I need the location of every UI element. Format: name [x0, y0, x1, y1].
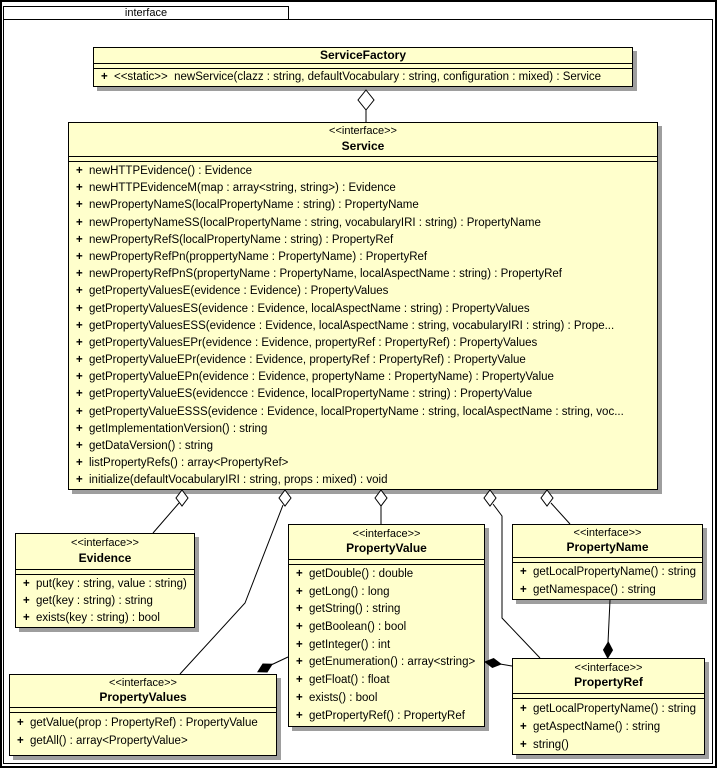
method-row [69, 266, 657, 283]
visibility-symbol: + [76, 371, 83, 384]
method-signature: getNamespace() : string [533, 583, 656, 596]
method-signature: newHTTPEvidence() : Evidence [89, 165, 252, 177]
method-row [16, 610, 194, 627]
method-row [69, 369, 657, 386]
method-signature: getPropertyValueES(evidencce : Evidence, localPropertyName : string) : PropertyValue [89, 388, 533, 401]
method-signature: listPropertyRefs() : array<PropertyRef> [89, 457, 289, 470]
frame-tab [3, 6, 289, 20]
method-row [69, 180, 657, 197]
methods-compartment [94, 69, 632, 85]
class-title [94, 48, 632, 64]
method-row [289, 584, 484, 602]
method-signature: getPropertyValueEPr(evidence : Evidence, propertyRef : PropertyRef) : PropertyValue [89, 354, 526, 367]
method-row [289, 637, 484, 655]
visibility-symbol: + [76, 354, 83, 367]
methods-compartment [513, 699, 704, 754]
visibility-symbol: + [296, 621, 303, 634]
method-row [289, 566, 484, 584]
method-signature: newPropertyRefPnS(propertyName : PropertyName, localAspectName : string) : PropertyRef [89, 268, 562, 281]
method-row [69, 352, 657, 369]
method-row [289, 619, 484, 637]
method-row [513, 564, 702, 582]
method-signature: getBoolean() : bool [309, 621, 407, 634]
visibility-symbol: + [76, 440, 83, 452]
class-box-propertyname[interactable] [512, 524, 703, 600]
visibility-symbol: + [296, 603, 303, 616]
visibility-symbol: + [76, 285, 83, 298]
method-row [10, 714, 276, 732]
method-row [69, 232, 657, 249]
visibility-symbol: + [76, 268, 83, 281]
method-signature: getAll() : array<PropertyValue> [30, 735, 188, 747]
method-signature: getString() : string [309, 603, 401, 616]
class-name: PropertyName [566, 540, 649, 555]
class-stereotype: <<interface>> [109, 676, 177, 689]
method-row [513, 718, 704, 736]
method-row [16, 576, 194, 593]
visibility-symbol: + [520, 721, 527, 733]
class-title [16, 534, 194, 570]
visibility-symbol: + [76, 165, 83, 177]
method-row [69, 301, 657, 318]
method-row [69, 421, 657, 438]
visibility-symbol: + [76, 250, 83, 263]
method-signature: getLocalPropertyName() : string [533, 566, 696, 578]
method-signature: exists(key : string) : bool [36, 612, 160, 624]
visibility-symbol: + [296, 709, 303, 722]
method-row [10, 732, 276, 750]
visibility-symbol: + [23, 578, 30, 590]
method-signature: <<static>> newService(clazz : string, defaultVocabulary : string, configuration : mixed) : Service [114, 71, 602, 83]
method-row [289, 672, 484, 690]
class-name: Evidence [78, 550, 132, 565]
method-row [16, 593, 194, 610]
visibility-symbol: + [76, 199, 83, 212]
visibility-symbol: + [296, 568, 303, 580]
methods-compartment [513, 563, 702, 599]
visibility-symbol: + [23, 612, 30, 624]
method-signature: getPropertyValuesE(evidence : Evidence) : PropertyValues [89, 285, 389, 298]
frame-label: interface [124, 7, 168, 19]
class-stereotype: <<interface>> [573, 526, 642, 539]
class-name: PropertyValues [99, 690, 187, 705]
method-signature: getLocalPropertyName() : string [533, 703, 696, 715]
method-row [69, 404, 657, 421]
method-row [69, 438, 657, 455]
method-signature: string() [533, 739, 569, 751]
class-box-propertyvalues[interactable] [9, 674, 277, 756]
visibility-symbol: + [76, 182, 83, 195]
method-signature: getPropertyValuesESS(evidence : Evidence, localAspectName : string, vocabularyIRI : string) : Prope... [89, 319, 615, 332]
method-row [69, 318, 657, 335]
class-title [69, 123, 657, 157]
class-title [513, 525, 702, 558]
class-box-servicefactory[interactable] [93, 47, 633, 87]
class-title [289, 525, 484, 560]
class-name: PropertyRef [574, 675, 643, 690]
visibility-symbol: + [296, 691, 303, 704]
method-row [513, 736, 704, 754]
method-signature: newPropertyRefPn(proppertyName : PropertyName) : PropertyRef [89, 250, 428, 263]
method-signature: getPropertyValueEPn(evidence : Evidence, propertyName : PropertyName) : PropertyValue [89, 371, 554, 384]
visibility-symbol: + [296, 656, 303, 669]
method-row [513, 582, 702, 600]
class-title [10, 675, 276, 708]
visibility-symbol: + [520, 703, 527, 715]
visibility-symbol: + [296, 585, 303, 598]
method-row [69, 283, 657, 300]
method-signature: getDataVersion() : string [89, 440, 214, 452]
visibility-symbol: + [76, 302, 83, 315]
visibility-symbol: + [76, 388, 83, 401]
method-signature: newHTTPEvidenceM(map : array<string, string>) : Evidence [89, 182, 396, 195]
method-row [69, 215, 657, 232]
visibility-symbol: + [17, 735, 24, 747]
visibility-symbol: + [520, 739, 527, 751]
method-row [289, 690, 484, 708]
class-box-propertyvalue[interactable] [288, 524, 485, 727]
method-row [69, 335, 657, 352]
method-signature: newPropertyNameS(localPropertyName : string) : PropertyName [89, 199, 419, 212]
method-row [69, 163, 657, 180]
method-row [289, 708, 484, 726]
visibility-symbol: + [101, 71, 108, 83]
method-signature: getPropertyValueESSS(evidence : Evidence, localPropertyName : string, localAspectName : string, voc... [89, 405, 624, 418]
visibility-symbol: + [76, 216, 83, 229]
method-signature: getPropertyValuesEPr(evidence : Evidence, propertyRef : PropertyRef) : PropertyValues [89, 336, 538, 349]
method-row [69, 386, 657, 403]
visibility-symbol: + [23, 595, 30, 607]
class-name: Service [341, 138, 385, 153]
method-signature: get(key : string) : string [36, 595, 153, 607]
visibility-symbol: + [76, 336, 83, 349]
visibility-symbol: + [76, 422, 83, 435]
method-row [289, 601, 484, 619]
class-title [513, 659, 704, 694]
visibility-symbol: + [17, 717, 24, 729]
visibility-symbol: + [520, 566, 527, 578]
method-signature: getDouble() : double [309, 568, 414, 580]
class-box-service[interactable] [68, 122, 658, 490]
method-signature: getInteger() : int [309, 638, 391, 651]
methods-compartment [10, 713, 276, 750]
method-row [94, 69, 632, 85]
method-row [289, 654, 484, 672]
methods-compartment [69, 162, 657, 490]
method-signature: newPropertyNameSS(localPropertyName : string, vocabularyIRI : string) : PropertyName [89, 216, 541, 229]
method-signature: exists() : bool [309, 691, 378, 704]
method-signature: getImplementationVersion() : string [89, 422, 268, 435]
method-row [513, 700, 704, 718]
method-row [69, 472, 657, 489]
method-row [69, 249, 657, 266]
methods-compartment [16, 575, 194, 627]
visibility-symbol: + [76, 457, 83, 470]
class-stereotype: <<interface>> [574, 661, 643, 674]
method-signature: getFloat() : float [309, 674, 390, 687]
method-signature: getValue(prop : PropertyRef) : PropertyValue [30, 717, 258, 729]
visibility-symbol: + [520, 583, 527, 596]
class-name: PropertyValue [346, 541, 427, 556]
class-box-evidence[interactable] [15, 533, 195, 628]
method-signature: getPropertyValuesES(evidence : Evidence, localAspectName : string) : PropertyValues [89, 302, 530, 315]
class-stereotype: <<interface>> [71, 537, 139, 550]
class-stereotype: <<interface>> [352, 527, 421, 540]
methods-compartment [289, 565, 484, 725]
visibility-symbol: + [76, 405, 83, 418]
class-stereotype: <<interface>> [329, 125, 397, 138]
method-signature: getPropertyRef() : PropertyRef [309, 709, 465, 722]
method-signature: initialize(defaultVocabularyIRI : string, props : mixed) : void [89, 474, 388, 487]
visibility-symbol: + [296, 674, 303, 687]
method-signature: getEnumeration() : array<string> [309, 656, 476, 669]
visibility-symbol: + [76, 319, 83, 332]
method-signature: getLong() : long [309, 585, 390, 598]
visibility-symbol: + [296, 638, 303, 651]
visibility-symbol: + [76, 233, 83, 246]
method-signature: getAspectName() : string [533, 721, 661, 733]
method-signature: put(key : string, value : string) [36, 578, 187, 590]
method-signature: newPropertyRefS(localPropertyName : string) : PropertyRef [89, 233, 394, 246]
method-row [69, 455, 657, 472]
class-box-propertyref[interactable] [512, 658, 705, 755]
visibility-symbol: + [76, 474, 83, 487]
method-row [69, 197, 657, 214]
class-name: ServiceFactory [319, 48, 407, 62]
